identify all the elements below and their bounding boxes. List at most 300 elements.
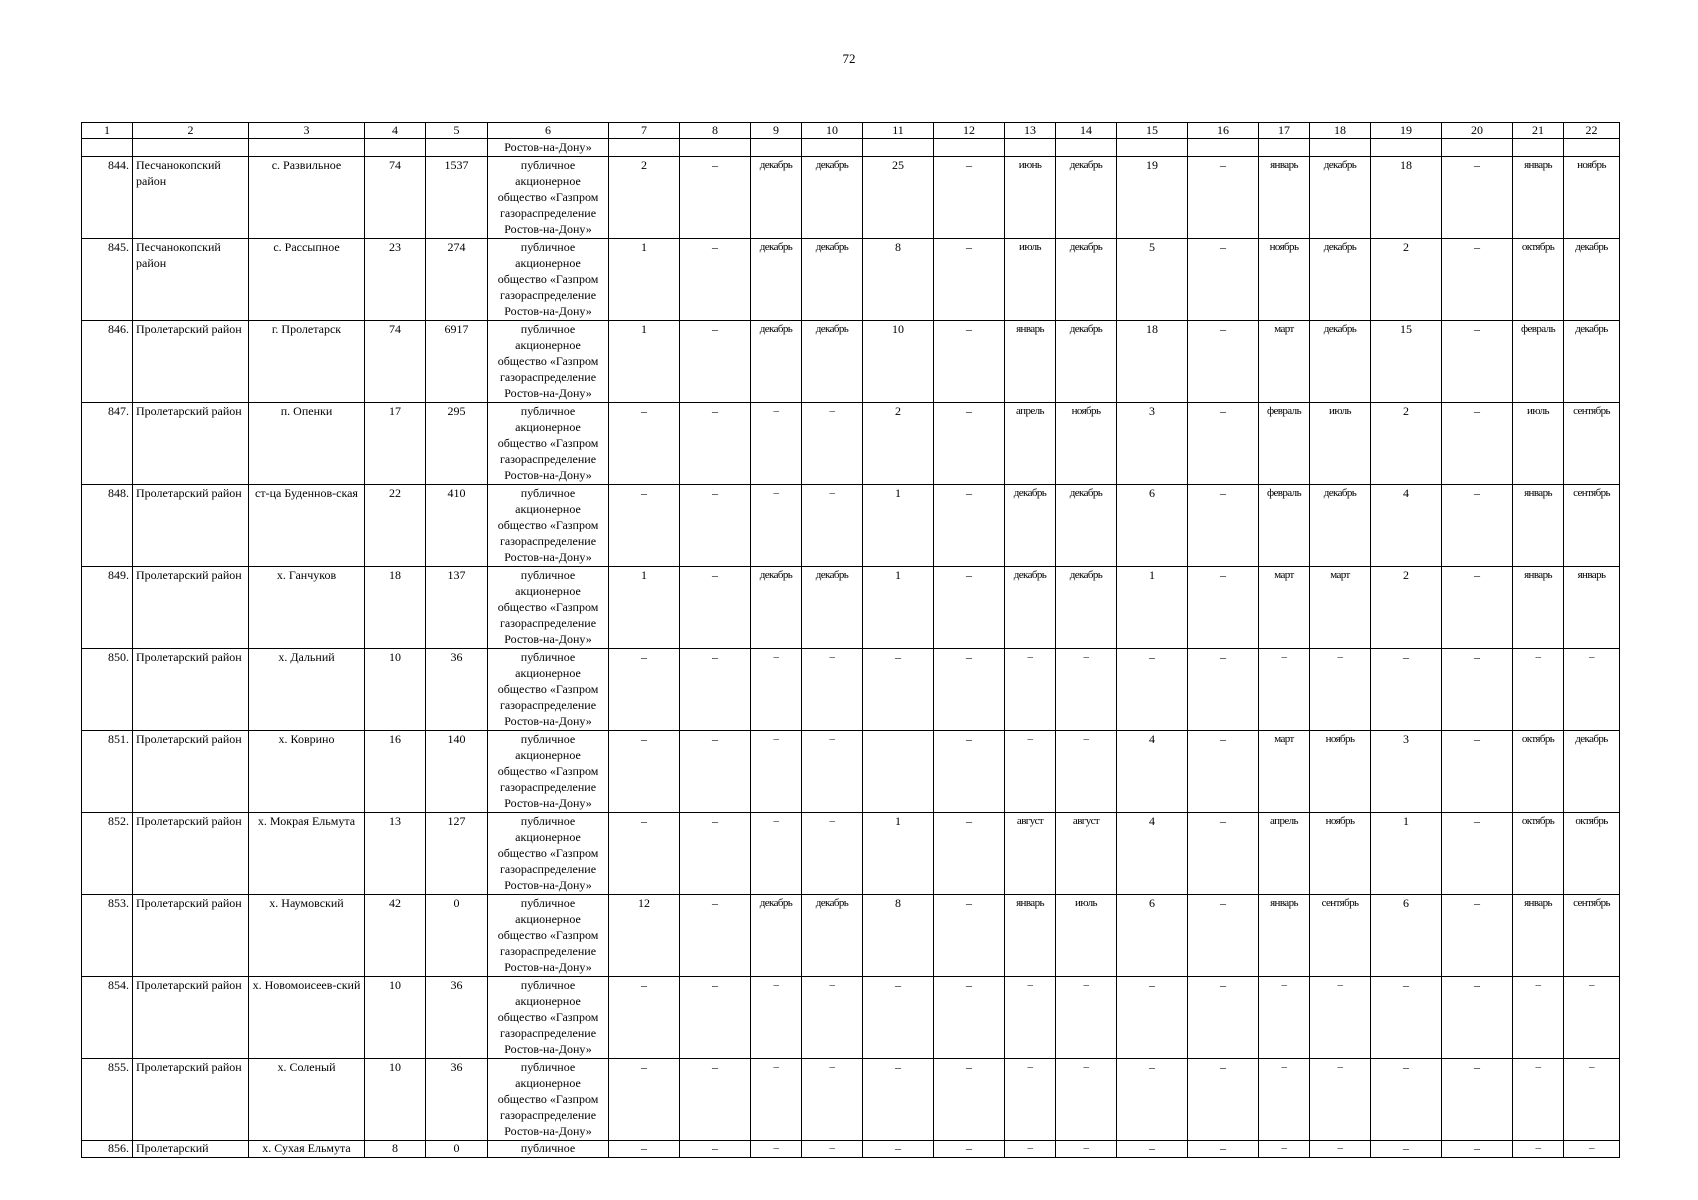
table-cell-col-20: –	[1442, 1141, 1513, 1158]
table-cell-col-1: 1	[82, 123, 133, 139]
table-cell-col-2: Пролетарский район	[133, 813, 249, 895]
table-cell-col-9: –	[751, 977, 802, 1059]
table-cell-col-20: –	[1442, 977, 1513, 1059]
table-cell-col-5: 6917	[426, 321, 488, 403]
table-cell-col-5: 0	[426, 1141, 488, 1158]
table-cell-col-7: –	[609, 1141, 680, 1158]
table-cell-col-22: сентябрь	[1564, 485, 1620, 567]
table-cell-col-5	[426, 139, 488, 157]
table-cell-col-8: –	[680, 321, 751, 403]
table-cell-col-8: 8	[680, 123, 751, 139]
table-cell-col-18	[1310, 139, 1371, 157]
table-cell-col-21: январь	[1513, 485, 1564, 567]
table-cell-col-1: 848.	[82, 485, 133, 567]
table-cell-col-14: декабрь	[1056, 239, 1117, 321]
table-cell-col-4	[365, 139, 426, 157]
table-row	[82, 813, 1620, 895]
table-cell-col-2: Пролетарский район	[133, 485, 249, 567]
table-cell-col-13: 13	[1005, 123, 1056, 139]
table-cell-col-18: декабрь	[1310, 157, 1371, 239]
table-cell-col-6: публичное	[488, 1141, 609, 1158]
table-cell-col-12: –	[934, 239, 1005, 321]
table-header-row	[82, 123, 1620, 139]
table-cell-col-6: публичное акционерное общество «Газпром газораспределение Ростов-на-Дону»	[488, 977, 609, 1059]
table-cell-col-17: март	[1259, 321, 1310, 403]
table-cell-col-16: –	[1188, 239, 1259, 321]
table-cell-col-9: декабрь	[751, 895, 802, 977]
table-cell-col-9: –	[751, 1141, 802, 1158]
table-cell-col-14: декабрь	[1056, 321, 1117, 403]
table-cell-col-1: 856.	[82, 1141, 133, 1158]
table-cell-col-15: 6	[1117, 485, 1188, 567]
data-table	[81, 122, 1620, 1158]
table-cell-col-17: –	[1259, 1141, 1310, 1158]
table-cell-col-2: Пролетарский район	[133, 403, 249, 485]
table-cell-col-16: –	[1188, 977, 1259, 1059]
table-cell-col-13: январь	[1005, 321, 1056, 403]
table-cell-col-4: 10	[365, 1059, 426, 1141]
table-cell-col-16	[1188, 139, 1259, 157]
table-cell-col-20: –	[1442, 403, 1513, 485]
table-cell-col-19: 19	[1371, 123, 1442, 139]
table-cell-col-4: 74	[365, 321, 426, 403]
table-cell-col-10: –	[802, 731, 863, 813]
table-cell-col-9	[751, 139, 802, 157]
table-cell-col-21: –	[1513, 649, 1564, 731]
table-cell-col-8: –	[680, 485, 751, 567]
table-cell-col-20: –	[1442, 567, 1513, 649]
table-cell-col-6: публичное акционерное общество «Газпром газораспределение Ростов-на-Дону»	[488, 321, 609, 403]
table-cell-col-3: х. Коврино	[249, 731, 365, 813]
table-cell-col-15: –	[1117, 1141, 1188, 1158]
table-cell-col-14: декабрь	[1056, 485, 1117, 567]
table-cell-col-10: декабрь	[802, 157, 863, 239]
table-cell-col-5: 274	[426, 239, 488, 321]
table-cell-col-3: х. Новомоисеев-ский	[249, 977, 365, 1059]
table-cell-col-21: –	[1513, 1059, 1564, 1141]
table-cell-col-12: –	[934, 731, 1005, 813]
table-cell-col-5: 1537	[426, 157, 488, 239]
table-cell-col-6: публичное акционерное общество «Газпром газораспределение Ростов-на-Дону»	[488, 157, 609, 239]
table-cell-col-17: –	[1259, 977, 1310, 1059]
table-cell-col-20: –	[1442, 649, 1513, 731]
table-cell-col-3: г. Пролетарск	[249, 321, 365, 403]
table-cell-col-22: ноябрь	[1564, 157, 1620, 239]
table-cell-col-22: декабрь	[1564, 321, 1620, 403]
table-cell-col-22: декабрь	[1564, 731, 1620, 813]
table-cell-col-22: сентябрь	[1564, 895, 1620, 977]
table-cell-col-19: –	[1371, 1059, 1442, 1141]
table-cell-col-11: –	[863, 977, 934, 1059]
table-cell-col-15: 4	[1117, 731, 1188, 813]
table-row	[82, 895, 1620, 977]
table-cell-col-3: ст-ца Буденнов-ская	[249, 485, 365, 567]
table-cell-col-3: х. Дальний	[249, 649, 365, 731]
table-row-last	[82, 1141, 1620, 1158]
table-cell-col-17: февраль	[1259, 403, 1310, 485]
table-cell-col-2: Песчанокопский район	[133, 239, 249, 321]
table-cell-col-19: 2	[1371, 403, 1442, 485]
table-row	[82, 485, 1620, 567]
table-cell-col-6: публичное акционерное общество «Газпром газораспределение Ростов-на-Дону»	[488, 649, 609, 731]
table-cell-col-8: –	[680, 977, 751, 1059]
table-cell-col-5: 36	[426, 1059, 488, 1141]
table-cell-col-3: с. Рассыпное	[249, 239, 365, 321]
table-cell-col-15: 15	[1117, 123, 1188, 139]
table-cell-col-10: декабрь	[802, 321, 863, 403]
table-cell-col-9: –	[751, 485, 802, 567]
table-cell-col-7: –	[609, 977, 680, 1059]
table-cell-col-10: –	[802, 1059, 863, 1141]
table-cell-col-18: 18	[1310, 123, 1371, 139]
table-cell-col-14	[1056, 139, 1117, 157]
table-cell-col-18: декабрь	[1310, 239, 1371, 321]
table-cell-col-7: 1	[609, 239, 680, 321]
table-cell-col-1: 852.	[82, 813, 133, 895]
table-cell-col-1: 855.	[82, 1059, 133, 1141]
table-cell-col-17: февраль	[1259, 485, 1310, 567]
table-cell-col-9: декабрь	[751, 157, 802, 239]
table-cell-col-4: 8	[365, 1141, 426, 1158]
table-cell-col-17: 17	[1259, 123, 1310, 139]
table-cell-col-20: –	[1442, 895, 1513, 977]
table-cell-col-7: 7	[609, 123, 680, 139]
table-cell-col-13: –	[1005, 649, 1056, 731]
table-row	[82, 157, 1620, 239]
table-cell-col-11: –	[863, 649, 934, 731]
table-cell-col-21: октябрь	[1513, 239, 1564, 321]
table-cell-col-4: 17	[365, 403, 426, 485]
table-cell-col-20: –	[1442, 1059, 1513, 1141]
table-cell-col-17: –	[1259, 649, 1310, 731]
table-cell-col-9: декабрь	[751, 239, 802, 321]
table-cell-col-10: –	[802, 649, 863, 731]
page-number: 72	[842, 51, 856, 66]
table-cell-col-2	[133, 139, 249, 157]
table-cell-col-5: 295	[426, 403, 488, 485]
table-cell-col-17: апрель	[1259, 813, 1310, 895]
table-cell-col-8: –	[680, 731, 751, 813]
table-cell-col-3	[249, 139, 365, 157]
table-cell-col-13: июль	[1005, 239, 1056, 321]
table-cell-col-14: 14	[1056, 123, 1117, 139]
table-cell-col-12: –	[934, 649, 1005, 731]
table-cell-col-4: 10	[365, 649, 426, 731]
table-cell-col-18: –	[1310, 1141, 1371, 1158]
table-cell-col-12: –	[934, 1059, 1005, 1141]
table-cell-col-21: январь	[1513, 895, 1564, 977]
table-cell-col-19: 4	[1371, 485, 1442, 567]
table-cell-col-1: 847.	[82, 403, 133, 485]
table-cell-col-19: –	[1371, 649, 1442, 731]
table-cell-col-22: –	[1564, 1059, 1620, 1141]
table-cell-col-8: –	[680, 649, 751, 731]
table-cell-col-4: 22	[365, 485, 426, 567]
table-cell-col-12: 12	[934, 123, 1005, 139]
table-cell-col-9: –	[751, 649, 802, 731]
table-cell-col-15: 19	[1117, 157, 1188, 239]
table-cell-col-12: –	[934, 1141, 1005, 1158]
table-cell-col-17: март	[1259, 731, 1310, 813]
table-cell-col-1: 850.	[82, 649, 133, 731]
table-cell-col-22: 22	[1564, 123, 1620, 139]
table-cell-col-10: –	[802, 977, 863, 1059]
table-cell-col-2: Пролетарский район	[133, 977, 249, 1059]
table-cell-col-17: январь	[1259, 895, 1310, 977]
table-cell-col-14: август	[1056, 813, 1117, 895]
table-cell-col-2: Пролетарский район	[133, 567, 249, 649]
table-cell-col-2: Пролетарский	[133, 1141, 249, 1158]
table-cell-col-12: –	[934, 567, 1005, 649]
table-cell-col-13: июнь	[1005, 157, 1056, 239]
table-cell-col-7: –	[609, 1059, 680, 1141]
table-cell-col-16: –	[1188, 485, 1259, 567]
table-cell-col-12	[934, 139, 1005, 157]
table-cell-col-5: 127	[426, 813, 488, 895]
table-cell-col-6: публичное акционерное общество «Газпром газораспределение Ростов-на-Дону»	[488, 731, 609, 813]
table-cell-col-7: 12	[609, 895, 680, 977]
table-cell-col-5: 410	[426, 485, 488, 567]
table-cell-col-22: сентябрь	[1564, 403, 1620, 485]
table-cell-col-4: 74	[365, 157, 426, 239]
table-cell-col-21: январь	[1513, 157, 1564, 239]
table-cell-col-19: –	[1371, 977, 1442, 1059]
table-cell-col-10: декабрь	[802, 895, 863, 977]
table-cell-col-22	[1564, 139, 1620, 157]
table-cell-col-2: Пролетарский район	[133, 649, 249, 731]
table-cell-col-10: декабрь	[802, 239, 863, 321]
table-cell-col-12: –	[934, 403, 1005, 485]
table-cell-col-19: 1	[1371, 813, 1442, 895]
table-cell-col-16: –	[1188, 813, 1259, 895]
table-cell-col-17: январь	[1259, 157, 1310, 239]
table-cell-col-18: декабрь	[1310, 321, 1371, 403]
table-cell-col-13: –	[1005, 1059, 1056, 1141]
table-cell-col-5: 36	[426, 649, 488, 731]
table-cell-col-4: 4	[365, 123, 426, 139]
table-cell-col-16: –	[1188, 403, 1259, 485]
table-cell-col-20: –	[1442, 813, 1513, 895]
table-cell-col-22: январь	[1564, 567, 1620, 649]
table-cell-col-11: 8	[863, 239, 934, 321]
table-cell-col-15: –	[1117, 977, 1188, 1059]
table-cell-col-1: 854.	[82, 977, 133, 1059]
table-cell-col-2: Пролетарский район	[133, 1059, 249, 1141]
table-cell-col-21: октябрь	[1513, 813, 1564, 895]
table-cell-col-7: –	[609, 813, 680, 895]
table-cell-col-9: декабрь	[751, 321, 802, 403]
table-row	[82, 977, 1620, 1059]
table-cell-col-17: –	[1259, 1059, 1310, 1141]
table-cell-col-15: 6	[1117, 895, 1188, 977]
table-cell-col-20: –	[1442, 157, 1513, 239]
table-cell-col-8	[680, 139, 751, 157]
table-cell-col-10: –	[802, 403, 863, 485]
table-cell-col-8: –	[680, 1141, 751, 1158]
table-cell-col-22: октябрь	[1564, 813, 1620, 895]
table-cell-col-5: 5	[426, 123, 488, 139]
table-cell-col-10: декабрь	[802, 567, 863, 649]
table-cell-col-16: –	[1188, 1141, 1259, 1158]
table-cell-col-9: 9	[751, 123, 802, 139]
table-cell-col-9: декабрь	[751, 567, 802, 649]
table-cell-col-17: март	[1259, 567, 1310, 649]
table-cell-col-9: –	[751, 813, 802, 895]
table-cell-col-8: –	[680, 895, 751, 977]
table-cell-col-11: 11	[863, 123, 934, 139]
table-cell-col-7: 1	[609, 321, 680, 403]
table-cell-col-11: 25	[863, 157, 934, 239]
table-cell-col-13: декабрь	[1005, 485, 1056, 567]
table-cell-col-13: –	[1005, 731, 1056, 813]
table-cell-col-11: 8	[863, 895, 934, 977]
table-cell-col-18: ноябрь	[1310, 731, 1371, 813]
table-cell-col-16: –	[1188, 567, 1259, 649]
table-cell-col-12: –	[934, 813, 1005, 895]
table-cell-col-11	[863, 139, 934, 157]
table-cell-col-7: 2	[609, 157, 680, 239]
table-cell-col-10: –	[802, 485, 863, 567]
table-cell-col-13	[1005, 139, 1056, 157]
table-cell-col-18: декабрь	[1310, 485, 1371, 567]
table-cell-col-6: публичное акционерное общество «Газпром газораспределение Ростов-на-Дону»	[488, 485, 609, 567]
table-cell-col-5: 36	[426, 977, 488, 1059]
table-row	[82, 321, 1620, 403]
table-cell-col-16: –	[1188, 321, 1259, 403]
table-continuation-row	[82, 139, 1620, 157]
table-cell-col-22: –	[1564, 977, 1620, 1059]
table-cell-col-12: –	[934, 485, 1005, 567]
table-cell-col-22: –	[1564, 649, 1620, 731]
table-cell-col-1: 849.	[82, 567, 133, 649]
table-cell-col-20: 20	[1442, 123, 1513, 139]
table-cell-col-4: 42	[365, 895, 426, 977]
table-cell-col-21: 21	[1513, 123, 1564, 139]
table-cell-col-16: –	[1188, 649, 1259, 731]
table-cell-col-8: –	[680, 813, 751, 895]
table-cell-col-16: –	[1188, 731, 1259, 813]
table-cell-col-12: –	[934, 977, 1005, 1059]
table-cell-col-19: 3	[1371, 731, 1442, 813]
table-cell-col-1: 844.	[82, 157, 133, 239]
table-cell-col-9: –	[751, 1059, 802, 1141]
table-cell-col-19	[1371, 139, 1442, 157]
table-cell-col-21: –	[1513, 977, 1564, 1059]
table-cell-col-11: –	[863, 1059, 934, 1141]
table-cell-col-10	[802, 139, 863, 157]
table-cell-col-10: 10	[802, 123, 863, 139]
table-cell-col-11: 1	[863, 813, 934, 895]
table-cell-col-13: –	[1005, 1141, 1056, 1158]
table-cell-col-21: январь	[1513, 567, 1564, 649]
table-row	[82, 239, 1620, 321]
table-cell-col-5: 137	[426, 567, 488, 649]
table-cell-col-1: 853.	[82, 895, 133, 977]
table-cell-col-19: 18	[1371, 157, 1442, 239]
table-cell-col-15: 4	[1117, 813, 1188, 895]
table-cell-col-4: 10	[365, 977, 426, 1059]
table-cell-col-20: –	[1442, 485, 1513, 567]
table-cell-col-7: –	[609, 649, 680, 731]
table-cell-col-14: декабрь	[1056, 567, 1117, 649]
table-cell-col-4: 13	[365, 813, 426, 895]
table-cell-col-3: х. Соленый	[249, 1059, 365, 1141]
table-cell-col-14: декабрь	[1056, 157, 1117, 239]
table-cell-col-20: –	[1442, 731, 1513, 813]
table-cell-col-20: –	[1442, 239, 1513, 321]
table-cell-col-14: –	[1056, 1141, 1117, 1158]
table-cell-col-7: –	[609, 403, 680, 485]
table-cell-col-7: –	[609, 731, 680, 813]
table-cell-col-2: Песчанокопский район	[133, 157, 249, 239]
table-cell-col-18: март	[1310, 567, 1371, 649]
table-cell-col-17	[1259, 139, 1310, 157]
table-cell-col-11	[863, 731, 934, 813]
table-row	[82, 731, 1620, 813]
table-cell-col-15: –	[1117, 649, 1188, 731]
table-cell-col-6: Ростов-на-Дону»	[488, 139, 609, 157]
table-cell-col-12: –	[934, 895, 1005, 977]
table-cell-col-7: –	[609, 485, 680, 567]
table-row	[82, 649, 1620, 731]
table-cell-col-21: февраль	[1513, 321, 1564, 403]
table-cell-col-13: –	[1005, 977, 1056, 1059]
table-cell-col-3: х. Наумовский	[249, 895, 365, 977]
table-cell-col-1: 851.	[82, 731, 133, 813]
table-cell-col-12: –	[934, 321, 1005, 403]
table-cell-col-14: –	[1056, 649, 1117, 731]
table-cell-col-6: публичное акционерное общество «Газпром газораспределение Ростов-на-Дону»	[488, 813, 609, 895]
table-cell-col-14: –	[1056, 731, 1117, 813]
table-cell-col-14: июль	[1056, 895, 1117, 977]
table-cell-col-14: –	[1056, 977, 1117, 1059]
table-cell-col-22: декабрь	[1564, 239, 1620, 321]
table-cell-col-5: 0	[426, 895, 488, 977]
table-cell-col-15: 18	[1117, 321, 1188, 403]
table-cell-col-14: ноябрь	[1056, 403, 1117, 485]
table-cell-col-5: 140	[426, 731, 488, 813]
table-cell-col-2: 2	[133, 123, 249, 139]
table-cell-col-10: –	[802, 1141, 863, 1158]
table-cell-col-18: –	[1310, 977, 1371, 1059]
table-cell-col-3: 3	[249, 123, 365, 139]
table-row	[82, 1059, 1620, 1141]
table-cell-col-22: –	[1564, 1141, 1620, 1158]
table-cell-col-6: публичное акционерное общество «Газпром газораспределение Ростов-на-Дону»	[488, 895, 609, 977]
table-cell-col-11: 2	[863, 403, 934, 485]
table-cell-col-1	[82, 139, 133, 157]
table-cell-col-7	[609, 139, 680, 157]
table-cell-col-20: –	[1442, 321, 1513, 403]
table-cell-col-16: 16	[1188, 123, 1259, 139]
table-cell-col-8: –	[680, 1059, 751, 1141]
table-cell-col-3: х. Сухая Ельмута	[249, 1141, 365, 1158]
table-cell-col-19: 15	[1371, 321, 1442, 403]
table-cell-col-9: –	[751, 731, 802, 813]
table-cell-col-4: 16	[365, 731, 426, 813]
table-cell-col-21	[1513, 139, 1564, 157]
table-cell-col-8: –	[680, 157, 751, 239]
table-cell-col-21: –	[1513, 1141, 1564, 1158]
table-cell-col-12: –	[934, 157, 1005, 239]
table-cell-col-15: 1	[1117, 567, 1188, 649]
table-cell-col-15: 3	[1117, 403, 1188, 485]
table-cell-col-18: сентябрь	[1310, 895, 1371, 977]
table-cell-col-2: Пролетарский район	[133, 321, 249, 403]
table-cell-col-11: –	[863, 1141, 934, 1158]
table-cell-col-13: апрель	[1005, 403, 1056, 485]
table-cell-col-14: –	[1056, 1059, 1117, 1141]
